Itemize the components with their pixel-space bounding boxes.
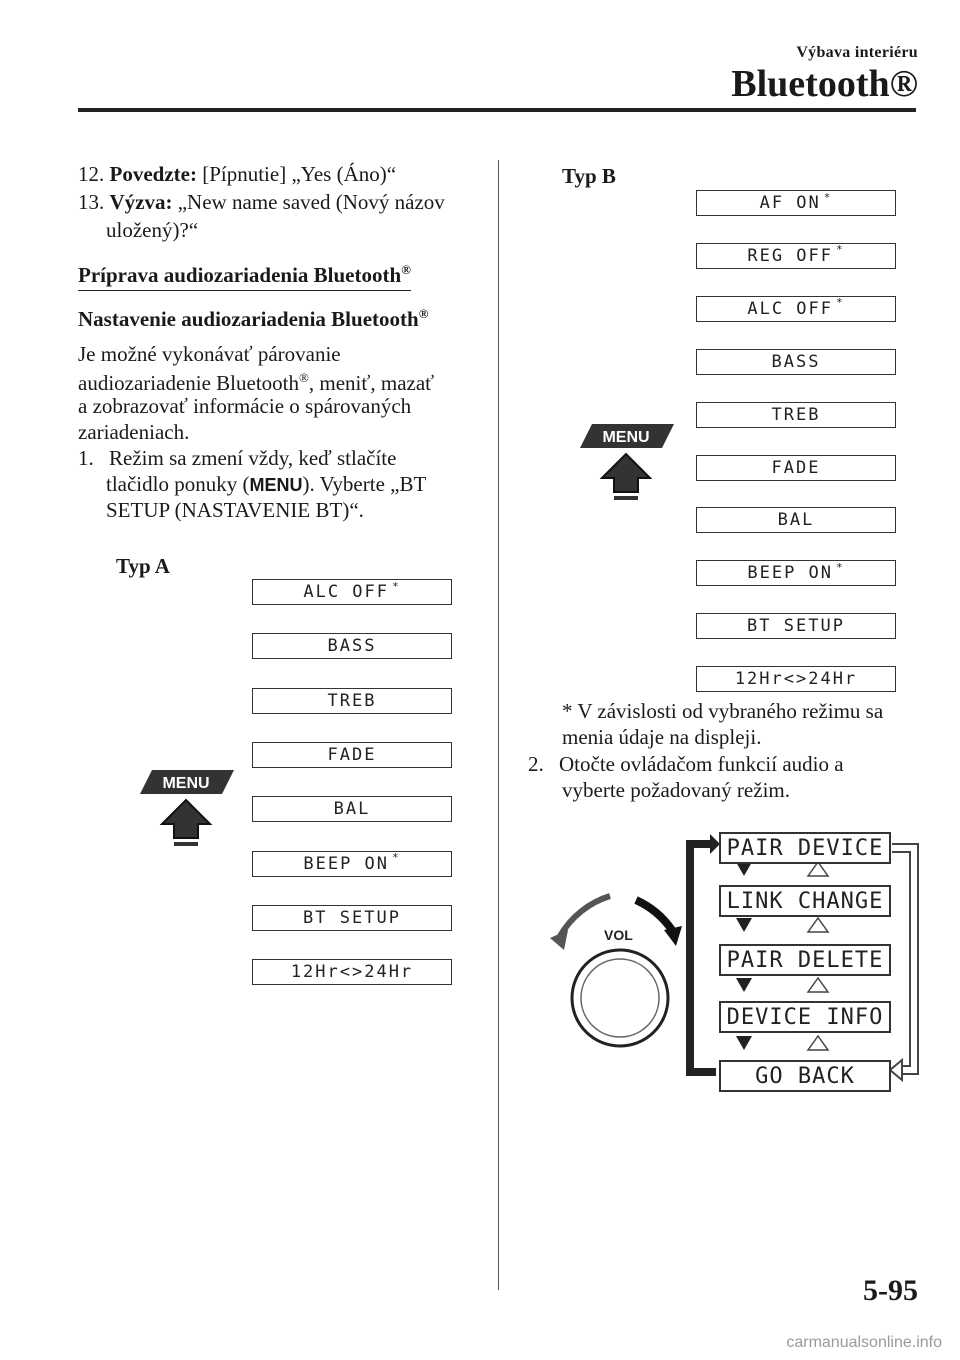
lcd-item-label: FADE bbox=[327, 744, 377, 765]
lcd-item bbox=[252, 905, 452, 931]
vol-mode-item: PAIR DELETE bbox=[719, 944, 891, 976]
loop-bar-top bbox=[686, 840, 714, 848]
down-arrow-icon bbox=[736, 978, 752, 992]
lcd-item-label: 12Hr<>24Hr bbox=[734, 669, 858, 690]
asterisk-mark: * bbox=[836, 560, 845, 574]
para-text: , meniť, mazať bbox=[308, 371, 435, 395]
heading-text: Nastavenie audiozariadenia Bluetooth bbox=[78, 307, 419, 331]
para-line-1: Je možné vykonávať párovanie bbox=[78, 342, 341, 366]
step-text: ). Vyberte „BT bbox=[302, 472, 427, 496]
up-outline-arrow-icon bbox=[808, 862, 828, 876]
lcd-item-label: BEEP ON bbox=[303, 853, 390, 874]
lcd-item-label: BEEP ON bbox=[747, 563, 834, 584]
arrow-left-icon bbox=[890, 1060, 902, 1080]
header-rule bbox=[78, 108, 916, 112]
lcd-item-label: REG OFF bbox=[747, 245, 834, 266]
vol-mode-item: PAIR DEVICE bbox=[719, 832, 891, 864]
step-number: 12. bbox=[78, 162, 105, 186]
step-number: 13. bbox=[78, 190, 105, 214]
lcd-item-label: BT SETUP bbox=[747, 616, 845, 637]
type-a-label: Typ A bbox=[116, 554, 170, 578]
step-number: 2. bbox=[528, 752, 544, 776]
lcd-item-label: AF ON bbox=[759, 193, 821, 213]
lcd-item bbox=[696, 507, 896, 533]
asterisk-mark: * bbox=[823, 190, 833, 204]
down-arrow-icon bbox=[736, 862, 752, 876]
vol-label: VOL bbox=[604, 927, 633, 943]
lcd-item bbox=[252, 959, 452, 985]
asterisk-mark: * bbox=[836, 296, 845, 310]
page-title: Bluetooth® bbox=[731, 63, 918, 105]
para-line-3: a zobrazovať informácie o spárovaných bbox=[78, 394, 412, 418]
footnote-line-1: * V závislosti od vybraného režimu sa bbox=[562, 699, 884, 723]
up-arrow-icon bbox=[602, 454, 650, 492]
step-text: Otočte ovládačom funkcií audio a bbox=[559, 752, 844, 776]
lcd-item bbox=[696, 402, 896, 428]
asterisk-mark: * bbox=[392, 851, 401, 864]
lcd-item-label: BT SETUP bbox=[303, 907, 401, 928]
lcd-item-label: FADE bbox=[771, 457, 821, 478]
step-2 bbox=[528, 750, 844, 778]
loop-bar-bottom bbox=[686, 1068, 716, 1076]
lcd-item bbox=[252, 851, 452, 877]
step-text: Režim sa zmení vždy, keď stlačíte bbox=[109, 446, 397, 470]
heading-setup bbox=[78, 300, 428, 333]
lcd-item bbox=[696, 243, 896, 269]
menu-button-type-a bbox=[138, 766, 238, 856]
step-13 bbox=[78, 188, 445, 216]
return-loop bbox=[892, 844, 918, 1074]
reg-mark: ® bbox=[401, 262, 411, 277]
lcd-item bbox=[696, 190, 896, 216]
lcd-item-label: 12Hr<>24Hr bbox=[290, 962, 414, 983]
lcd-item bbox=[252, 742, 452, 768]
lcd-item bbox=[696, 349, 896, 375]
heading-prep bbox=[78, 256, 411, 289]
lcd-item bbox=[696, 666, 896, 692]
lcd-item bbox=[696, 613, 896, 639]
lcd-item-label: BAL bbox=[777, 510, 815, 531]
arrow-base-icon bbox=[174, 842, 198, 846]
column-divider bbox=[498, 160, 499, 1290]
reg-mark: ® bbox=[299, 370, 309, 385]
step-1-line-2 bbox=[106, 470, 426, 499]
lcd-item-label: BASS bbox=[771, 351, 821, 372]
step-number: 1. bbox=[78, 446, 94, 470]
lcd-item-label: ALC OFF bbox=[303, 582, 390, 602]
para-line-4: zariadeniach. bbox=[78, 420, 190, 444]
lcd-item-label: BASS bbox=[327, 636, 377, 657]
lcd-item-label: ALC OFF bbox=[747, 298, 834, 319]
up-outline-arrow-icon bbox=[808, 918, 828, 932]
step-text: „New name saved (Nový názov bbox=[177, 190, 445, 214]
up-arrow-icon bbox=[162, 800, 210, 838]
heading-text: Príprava audiozariadenia Bluetooth bbox=[78, 263, 402, 287]
step-text: tlačidlo ponuky ( bbox=[106, 472, 250, 496]
vol-mode-item: DEVICE INFO bbox=[719, 1001, 891, 1033]
vol-knob-inner bbox=[581, 959, 659, 1037]
loop-bar-left bbox=[686, 840, 694, 1076]
rotate-left-arrow-icon bbox=[560, 896, 610, 936]
step-13-cont: uložený)?“ bbox=[106, 218, 199, 242]
watermark: carmanualsonline.info bbox=[786, 1334, 942, 1351]
step-12 bbox=[78, 160, 396, 188]
step-1 bbox=[78, 444, 396, 472]
lcd-item bbox=[252, 579, 452, 605]
menu-key-text: MENU bbox=[162, 775, 210, 792]
asterisk-mark: * bbox=[392, 579, 401, 593]
up-outline-arrow-icon bbox=[808, 978, 828, 992]
asterisk-mark: * bbox=[836, 243, 845, 257]
menu-key-text: MENU bbox=[602, 429, 650, 446]
lcd-item bbox=[696, 296, 896, 322]
reg-mark: ® bbox=[418, 306, 429, 321]
lcd-item bbox=[696, 560, 896, 586]
lcd-item bbox=[252, 688, 452, 714]
up-outline-arrow-icon bbox=[808, 1036, 828, 1050]
step-2-line-2: vyberte požadovaný režim. bbox=[562, 778, 790, 802]
type-b-label: Typ B bbox=[562, 164, 616, 188]
lcd-item bbox=[252, 796, 452, 822]
lcd-item-label: TREB bbox=[771, 404, 821, 425]
page-number: 5-95 bbox=[863, 1274, 918, 1307]
lcd-item-label: TREB bbox=[327, 690, 377, 711]
lcd-item bbox=[696, 455, 896, 481]
footnote-line-2: menia údaje na displeji. bbox=[562, 725, 762, 749]
menu-key-label: MENU bbox=[249, 475, 303, 495]
vol-mode-item: LINK CHANGE bbox=[719, 885, 891, 917]
step-label: Výzva: bbox=[109, 190, 173, 214]
section-name: Výbava interiéru bbox=[796, 44, 918, 61]
rotate-right-arrow-icon bbox=[636, 900, 672, 930]
vol-mode-item: GO BACK bbox=[719, 1060, 891, 1092]
menu-button-type-b bbox=[578, 420, 678, 510]
step-text: [Pípnutie] „Yes (Áno)“ bbox=[202, 162, 397, 186]
para-text: audiozariadenie Bluetooth bbox=[78, 371, 300, 395]
return-loop-inner bbox=[892, 852, 910, 1066]
step-1-line-3: SETUP (NASTAVENIE BT)“. bbox=[106, 498, 364, 522]
arrow-base-icon bbox=[614, 496, 638, 500]
down-arrow-icon bbox=[736, 1036, 752, 1050]
lcd-item-label: BAL bbox=[333, 799, 371, 820]
lcd-item bbox=[252, 633, 452, 659]
down-arrow-icon bbox=[736, 918, 752, 932]
step-label: Povedzte: bbox=[109, 162, 197, 186]
